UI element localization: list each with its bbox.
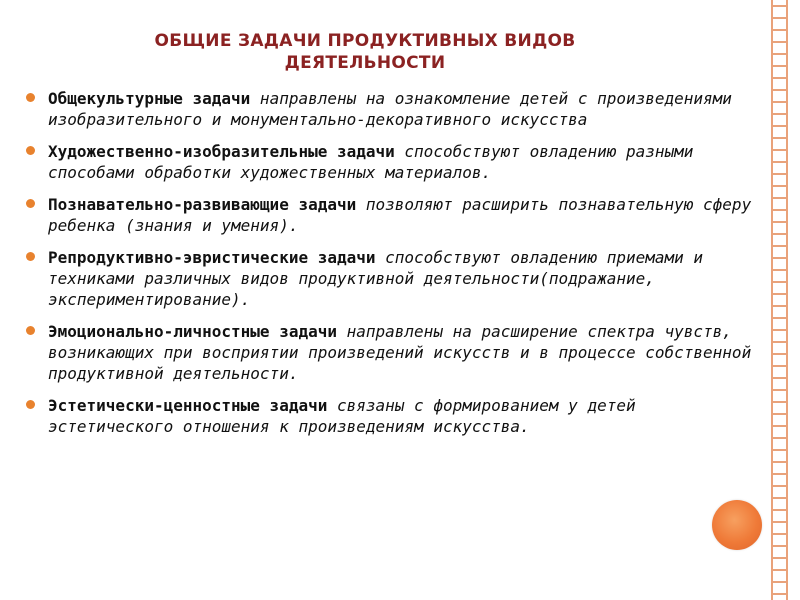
decorative-circle [712,500,762,550]
task-description: позволяют расширить познавательную сферу ребенка (знания и умения). [48,195,752,235]
task-description: связаны с формированием у детей эстетического отношения к произведениям искусства. [48,396,636,436]
list-item [24,141,769,183]
bullet-icon [26,252,35,261]
task-term: Эстетически-ценностные задачи [48,396,328,415]
list-item [24,88,769,130]
task-description: направлены на расширение спектра чувств, возникающих при восприятии произведений искусств и в процессе собственной продуктивной деятельности. [48,322,752,383]
slide-title: ОБЩИЕ ЗАДАЧИ ПРОДУКТИВНЫХ ВИДОВ ДЕЯТЕЛЬНОСТИ [154,31,576,73]
task-description: способствуют овладению разными способами обработки художественных материалов. [48,142,694,182]
bullet-icon [26,146,35,155]
decorative-border [770,0,790,600]
bullet-icon [26,326,35,335]
task-term: Познавательно-развивающие задачи [48,195,357,214]
task-term: Общекультурные задачи [48,89,251,108]
task-list [24,88,769,448]
task-term: Эмоционально-личностные задачи [48,322,337,341]
bullet-icon [26,199,35,208]
task-description: направлены на ознакомление детей с произведениями изобразительного и монументально-декоративного искусства [48,89,732,129]
list-item [24,395,769,437]
list-item [24,194,769,236]
bullet-icon [26,93,35,102]
task-description: способствуют овладению приемами и техниками различных видов продуктивной деятельности(подражание, экспериментирование). [48,248,704,309]
list-item [24,247,769,310]
task-term: Художественно-изобразительные задачи [48,142,395,161]
list-item [24,321,769,384]
bullet-icon [26,400,35,409]
task-term: Репродуктивно-эвристические задачи [48,248,376,267]
